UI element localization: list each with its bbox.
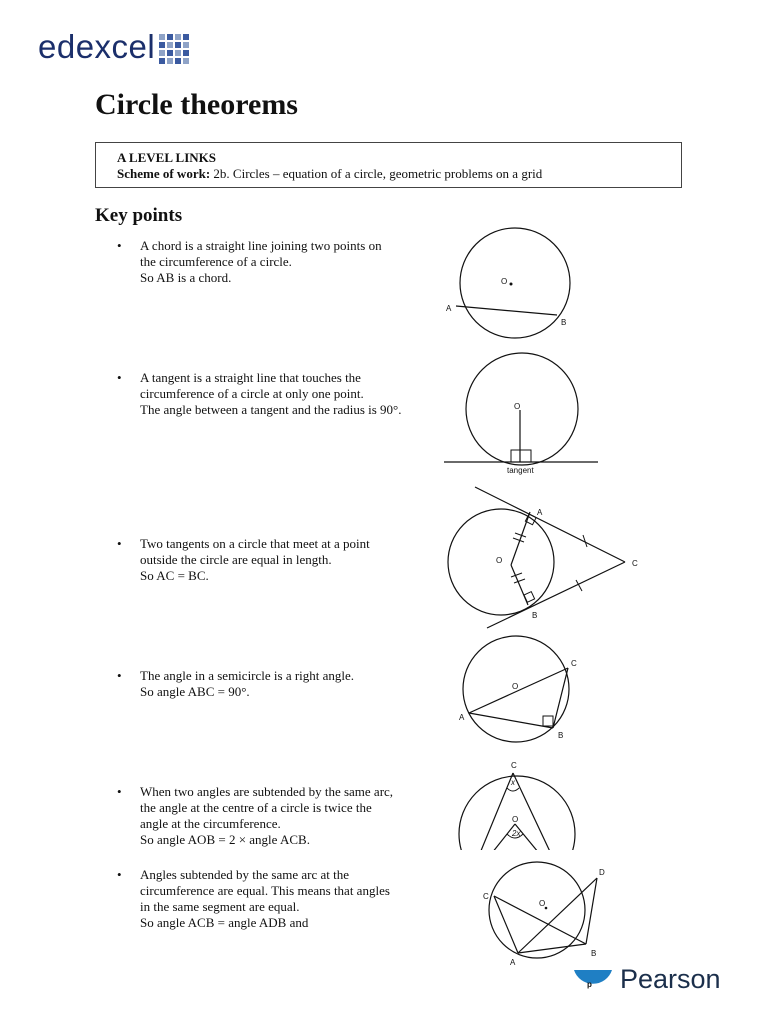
label-c: C [511, 761, 517, 770]
label-a: A [459, 713, 465, 722]
a-level-links-box [95, 142, 682, 188]
key-point-same-segment [140, 867, 440, 931]
pearson-p-icon [572, 962, 614, 996]
label-a: A [510, 958, 516, 967]
tick-oa-2 [515, 533, 526, 537]
pearson-logo [572, 962, 721, 996]
bullet-symbol: • [117, 867, 122, 882]
tangent-caption: tangent [507, 466, 534, 475]
key-point-line: in the same segment are equal. [140, 899, 300, 914]
same-segment-diagram [478, 858, 618, 970]
circle-outline [489, 862, 585, 958]
chord-bc [553, 668, 568, 728]
key-point-centre-angle [140, 784, 440, 848]
key-point-tangent [140, 370, 440, 418]
key-point-two-tangents [140, 536, 440, 584]
key-point-line: A tangent is a straight line that touches the [140, 370, 361, 385]
radius-oa [488, 824, 515, 858]
label-o: O [512, 682, 519, 691]
key-point-line: The angle between a tangent and the radius is 90°. [140, 402, 402, 417]
edexcel-logo-text: edexcel [38, 28, 156, 65]
scheme-of-work-line [117, 166, 681, 182]
centre-angle-diagram [455, 758, 585, 853]
right-angle-marker [543, 716, 553, 726]
tangent-diagram [440, 352, 605, 477]
key-point-line: So angle ABC = 90°. [140, 684, 250, 699]
label-o: O [501, 277, 508, 286]
key-point-line: circumference of a circle at only one point. [140, 386, 364, 401]
bullet-symbol: • [117, 784, 122, 799]
label-c: C [483, 892, 489, 901]
label-a: A [446, 304, 452, 313]
line-ab [518, 944, 586, 953]
label-d: D [599, 868, 605, 877]
tick-ob-1 [511, 573, 522, 577]
label-b: B [558, 731, 564, 740]
label-b: B [561, 318, 567, 327]
label-b: B [591, 949, 597, 958]
label-b: B [532, 611, 538, 620]
edexcel-dots-icon [159, 34, 189, 64]
label-o: O [514, 402, 521, 411]
bullet-symbol: • [117, 536, 122, 551]
key-point-line: outside the circle are equal in length. [140, 552, 332, 567]
pearson-text: Pearson [620, 963, 721, 994]
chord-diagram [440, 228, 600, 343]
label-c: C [571, 659, 577, 668]
key-point-line: angle at the circumference. [140, 816, 281, 831]
label-2x: 2x [512, 829, 521, 838]
right-angle-marker [511, 450, 531, 462]
angle-arc-c [507, 788, 519, 791]
tick-ob-2 [514, 579, 525, 583]
semicircle-diagram [455, 635, 595, 750]
svg-text:p: p [587, 980, 592, 989]
label-c: C [632, 559, 638, 568]
key-point-line: A chord is a straight line joining two points on [140, 238, 382, 253]
a-level-links-heading: A LEVEL LINKS [117, 150, 216, 165]
label-o: O [496, 556, 503, 565]
key-point-line: So AC = BC. [140, 568, 209, 583]
key-point-line: So angle ACB = angle ADB and [140, 915, 309, 930]
chord-ca [478, 773, 513, 858]
edexcel-logo [38, 28, 189, 66]
key-point-line: So AB is a chord. [140, 270, 232, 285]
circle-outline [466, 353, 578, 465]
tangent-ac [475, 487, 625, 562]
tick-oa-1 [513, 538, 524, 542]
label-o: O [539, 899, 546, 908]
key-point-line: The angle in a semicircle is a right angle. [140, 668, 355, 683]
chord-ab [456, 306, 557, 315]
label-a: A [537, 508, 543, 517]
key-point-line: the circumference of a circle. [140, 254, 292, 269]
page-title: Circle theorems [95, 88, 298, 121]
key-point-line: When two angles are subtended by the same arc, [140, 784, 394, 799]
diameter-ac [469, 668, 568, 713]
key-point-line: the angle at the centre of a circle is twice the [140, 800, 372, 815]
key-point-line: circumference are equal. This means that angles [140, 883, 390, 898]
line-ca [494, 896, 518, 953]
key-point-semicircle [140, 668, 440, 700]
bullet-symbol: • [117, 238, 122, 253]
key-point-line: Angles subtended by the same arc at the [140, 867, 350, 882]
label-x: x [511, 778, 515, 787]
key-points-heading: Key points [95, 205, 183, 226]
key-point-line: Two tangents on a circle that meet at a point [140, 536, 370, 551]
centre-point [510, 283, 513, 286]
line-db [586, 878, 597, 944]
key-point-chord [140, 238, 440, 286]
bullet-symbol: • [117, 668, 122, 683]
chord-ab [469, 713, 553, 728]
two-tangents-diagram [440, 482, 640, 632]
scheme-of-work-text: 2b. Circles – equation of a circle, geometric problems on a grid [210, 166, 543, 181]
circle-outline [460, 228, 570, 338]
scheme-of-work-label: Scheme of work: [117, 166, 211, 181]
tangent-bc [487, 562, 625, 628]
label-o: O [512, 815, 519, 824]
key-point-line: So angle AOB = 2 × angle ACB. [140, 832, 310, 847]
bullet-symbol: • [117, 370, 122, 385]
